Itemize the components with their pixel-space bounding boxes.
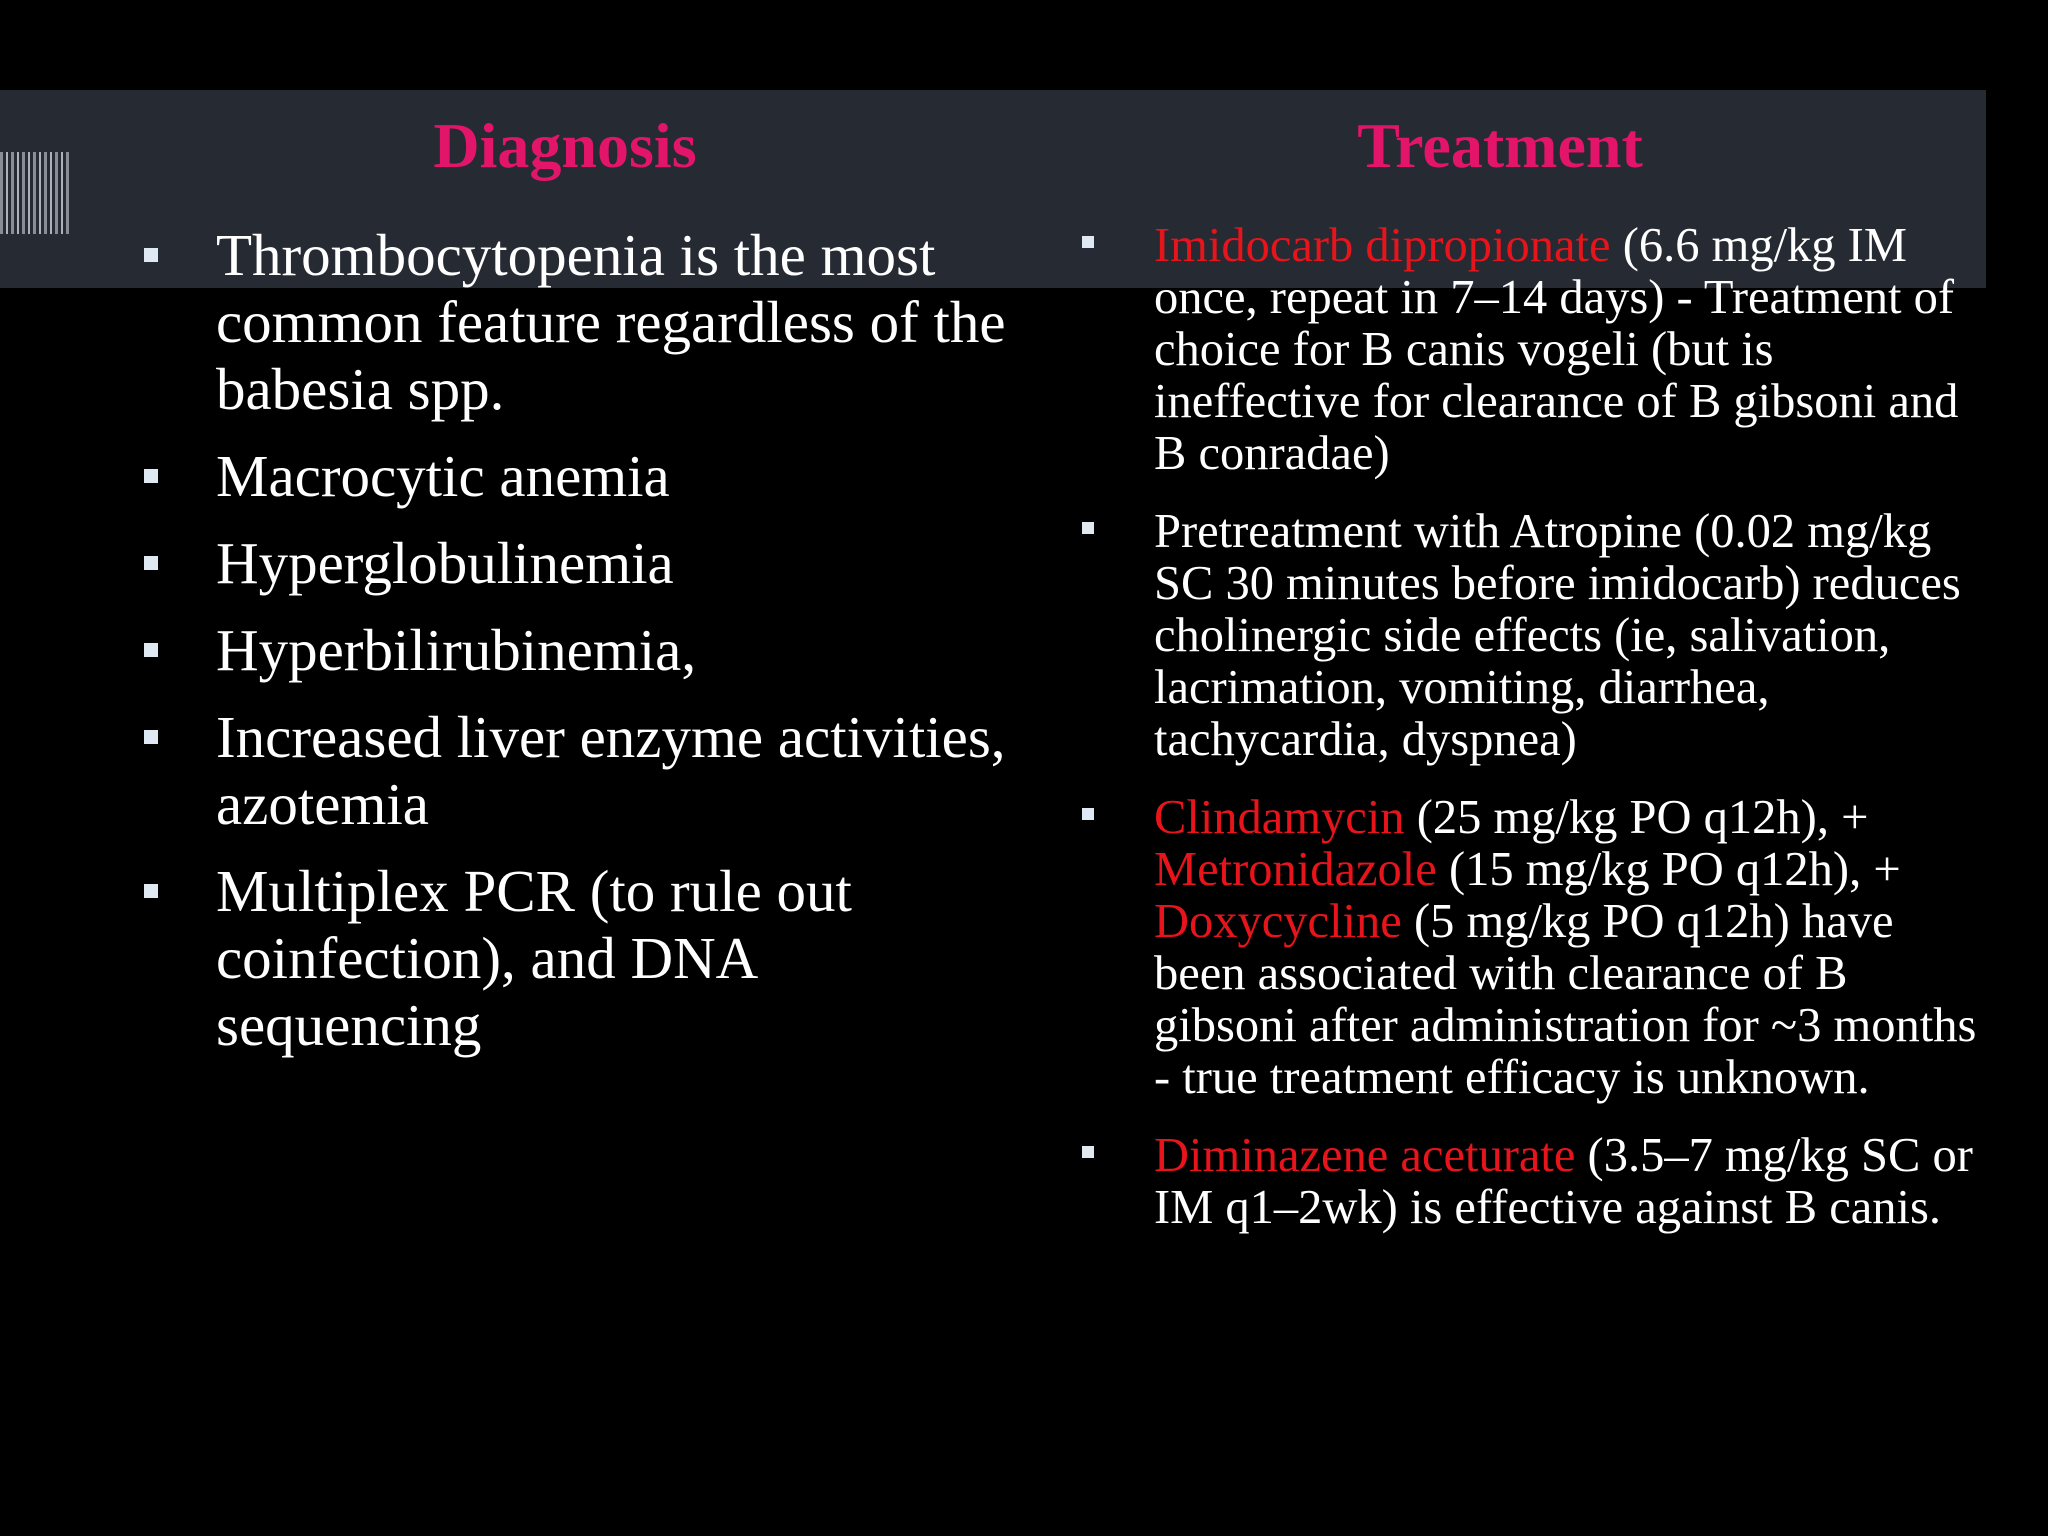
square-bullet-icon <box>144 556 158 570</box>
treatment-item-text: (3.5–7 mg/kg SC or IM q1–2wk) is effective against B canis. <box>1154 1129 1973 1234</box>
square-bullet-icon <box>1082 522 1094 534</box>
drug-name-metronidazole: Metronidazole <box>1154 843 1437 896</box>
diagnosis-item-text: Thrombocytopenia is the most common feature regardless of the babesia spp. <box>216 222 1006 422</box>
list-item <box>144 704 1024 838</box>
list-item <box>144 530 1024 597</box>
square-bullet-icon <box>1082 808 1094 820</box>
decorative-barcode-icon <box>0 152 72 234</box>
list-item <box>1082 1130 1982 1234</box>
diagnosis-item-text: Multiplex PCR (to rule out coinfection), and DNA sequencing <box>216 858 852 1058</box>
treatment-item-text: Pretreatment with Atropine (0.02 mg/kg SC 30 minutes before imidocarb) reduces cholinergic side effects (ie, salivation, lacrimation, vomiting, diarrhea, tachycardia, dyspnea) <box>1154 505 1961 766</box>
diagnosis-item-text: Hyperbilirubinemia, <box>216 617 697 683</box>
square-bullet-icon <box>144 643 158 657</box>
diagnosis-item-text: Hyperglobulinemia <box>216 530 674 596</box>
list-item <box>144 617 1024 684</box>
treatment-item-text: (15 mg/kg PO q12h), + <box>1436 843 1901 896</box>
list-item <box>1082 220 1982 480</box>
drug-name-clindamycin: Clindamycin <box>1154 791 1405 844</box>
treatment-item-text: (5 mg/kg PO q12h) have been associated with clearance of B gibsoni after administration for ~3 months - true treatment efficacy is unknown. <box>1154 895 1977 1104</box>
treatment-list <box>1082 220 1982 1260</box>
diagnosis-item-text: Increased liver enzyme activities, azotemia <box>216 704 1006 837</box>
treatment-item-text: (6.6 mg/kg IM once, repeat in 7–14 days) - Treatment of choice for B canis vogeli (but is ineffective for clearance of B gibsoni and B conradae) <box>1154 219 1959 480</box>
list-item <box>144 222 1024 423</box>
square-bullet-icon <box>1082 1146 1094 1158</box>
drug-name-doxycycline: Doxycycline <box>1154 895 1402 948</box>
diagnosis-list <box>144 222 1024 1079</box>
list-item <box>1082 792 1982 1104</box>
list-item <box>1082 506 1982 766</box>
list-item <box>144 858 1024 1059</box>
square-bullet-icon <box>144 469 158 483</box>
square-bullet-icon <box>144 884 158 898</box>
list-item <box>144 443 1024 510</box>
drug-name-diminazene: Diminazene aceturate <box>1154 1129 1576 1182</box>
treatment-item-text: (25 mg/kg PO q12h), + <box>1404 791 1869 844</box>
diagnosis-item-text: Macrocytic anemia <box>216 443 670 509</box>
drug-name-imidocarb: Imidocarb dipropionate <box>1154 219 1611 272</box>
diagnosis-title: Diagnosis <box>433 110 697 181</box>
treatment-title: Treatment <box>1357 110 1643 181</box>
square-bullet-icon <box>144 248 158 262</box>
square-bullet-icon <box>144 730 158 744</box>
square-bullet-icon <box>1082 236 1094 248</box>
